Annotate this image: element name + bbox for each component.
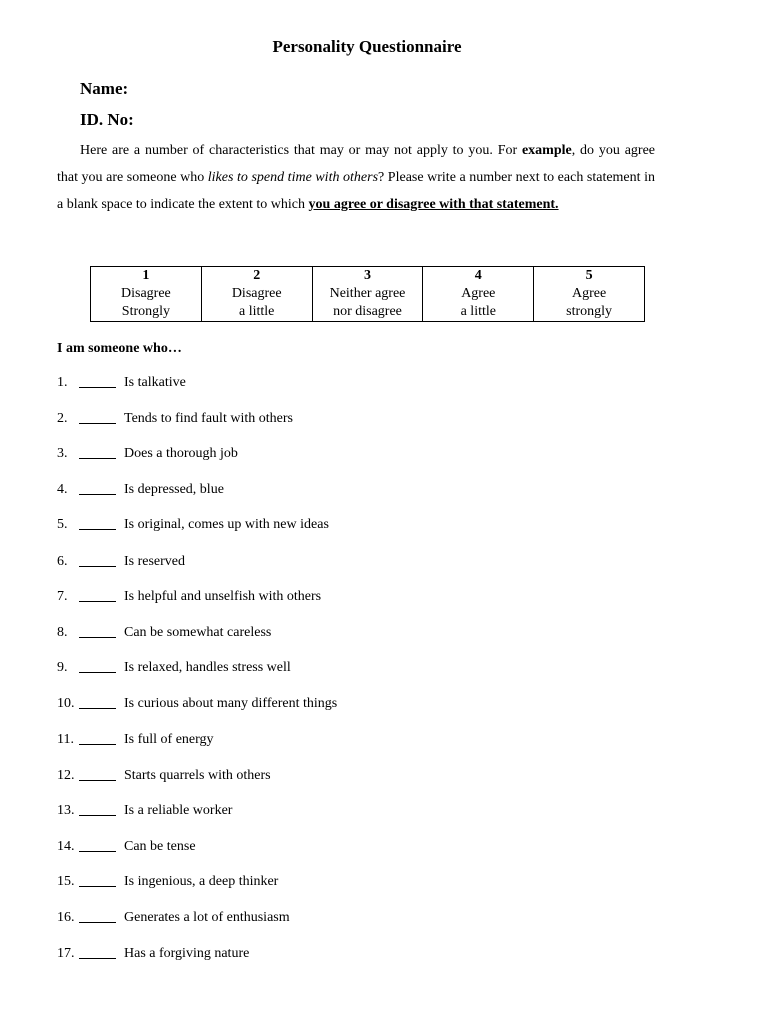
answer-blank[interactable]: [79, 387, 116, 388]
list-item: [0, 730, 700, 750]
rating-scale-row: [91, 267, 645, 322]
list-item: [0, 908, 700, 928]
item-number: 1.: [57, 375, 68, 390]
item-text: Is talkative: [124, 375, 186, 390]
item-number: 17.: [57, 946, 75, 961]
scale-label-line2: a little: [460, 304, 496, 319]
item-number: 14.: [57, 839, 75, 854]
item-text: Starts quarrels with others: [124, 768, 271, 783]
answer-blank[interactable]: [79, 958, 116, 959]
item-text: Is helpful and unselfish with others: [124, 589, 322, 604]
scale-label-line2: Strongly: [121, 304, 171, 319]
answer-blank[interactable]: [79, 637, 116, 638]
list-item: [0, 409, 700, 429]
item-number: 3.: [57, 446, 68, 461]
item-number: 9.: [57, 660, 68, 675]
intro-italic-example: likes to spend time with others: [207, 170, 379, 185]
list-item: [0, 444, 700, 464]
answer-blank[interactable]: [79, 458, 116, 459]
intro-text-3: ? Please write a number next to each statement in a blank space to indicate the extent to which: [57, 170, 655, 212]
answer-blank[interactable]: [79, 922, 116, 923]
answer-blank[interactable]: [79, 815, 116, 816]
item-text: Tends to find fault with others: [124, 411, 293, 426]
answer-blank[interactable]: [79, 886, 116, 887]
item-text: Has a forgiving nature: [124, 946, 250, 961]
scale-option: [423, 267, 534, 322]
item-text: Is original, comes up with new ideas: [124, 517, 329, 532]
list-item: [0, 872, 700, 892]
item-number: 8.: [57, 625, 68, 640]
scale-option: [201, 267, 312, 322]
scale-number: 5: [585, 268, 593, 283]
list-item: [0, 837, 700, 857]
answer-blank[interactable]: [79, 851, 116, 852]
item-text: Does a thorough job: [124, 446, 238, 461]
item-text: Is reserved: [124, 554, 186, 569]
item-text: Generates a lot of enthusiasm: [124, 910, 290, 925]
answer-blank[interactable]: [79, 566, 116, 567]
scale-number: 1: [142, 268, 150, 283]
list-item: [0, 623, 700, 643]
item-text: Is ingenious, a deep thinker: [124, 874, 279, 889]
scale-number: 3: [363, 268, 371, 283]
answer-blank[interactable]: [79, 601, 116, 602]
item-text: Can be somewhat careless: [124, 625, 272, 640]
item-number: 4.: [57, 482, 68, 497]
item-number: 13.: [57, 803, 75, 818]
list-item: [0, 944, 700, 964]
list-item: [0, 552, 700, 572]
list-item: [0, 480, 700, 500]
item-number: 11.: [57, 732, 74, 747]
scale-label-line2: strongly: [566, 304, 613, 319]
intro-emphasis: you agree or disagree with that statement.: [308, 197, 559, 212]
answer-blank[interactable]: [79, 780, 116, 781]
list-item: [0, 694, 700, 714]
list-item: [0, 801, 700, 821]
answer-blank[interactable]: [79, 672, 116, 673]
answer-blank[interactable]: [79, 494, 116, 495]
statement-lead: I am someone who…: [57, 341, 182, 356]
item-number: 5.: [57, 517, 68, 532]
item-number: 10.: [57, 696, 75, 711]
rating-scale-table: [90, 266, 645, 322]
item-text: Is a reliable worker: [124, 803, 233, 818]
answer-blank[interactable]: [79, 423, 116, 424]
scale-option: [91, 267, 202, 322]
list-item: [0, 373, 700, 393]
item-text: Is relaxed, handles stress well: [124, 660, 291, 675]
scale-option: [312, 267, 423, 322]
scale-label-line1: Disagree: [231, 286, 282, 301]
scale-label-line1: Agree: [571, 286, 607, 301]
item-number: 16.: [57, 910, 75, 925]
item-text: Can be tense: [124, 839, 196, 854]
page-title: Personality Questionnaire: [272, 37, 462, 56]
scale-label-line2: a little: [239, 304, 275, 319]
item-number: 12.: [57, 768, 75, 783]
item-text: Is curious about many different things: [124, 696, 338, 711]
scale-label-line1: Disagree: [121, 286, 171, 301]
name-label: Name:: [80, 79, 129, 98]
answer-blank[interactable]: [79, 708, 116, 709]
scale-option: [534, 267, 645, 322]
scale-label-line1: Agree: [461, 286, 496, 301]
scale-number: 4: [474, 268, 482, 283]
item-number: 6.: [57, 554, 68, 569]
item-number: 15.: [57, 874, 75, 889]
scale-label-line1: Neither agree: [329, 286, 406, 301]
answer-blank[interactable]: [79, 529, 116, 530]
item-number: 7.: [57, 589, 68, 604]
intro-text-2: , do you agree that you are someone who: [57, 143, 655, 185]
instructions: [57, 137, 655, 218]
item-text: Is full of energy: [124, 732, 214, 747]
id-number-label: ID. No:: [80, 110, 134, 129]
list-item: [0, 587, 700, 607]
item-number: 2.: [57, 411, 68, 426]
list-item: [0, 658, 700, 678]
intro-text-1: Here are a number of characteristics that may or may not apply to you. For: [80, 143, 522, 158]
item-text: Is depressed, blue: [124, 482, 224, 497]
list-item: [0, 766, 700, 786]
scale-label-line2: nor disagree: [333, 304, 402, 319]
scale-number: 2: [253, 268, 261, 283]
list-item: [0, 515, 700, 535]
answer-blank[interactable]: [79, 744, 116, 745]
intro-example: example: [521, 143, 572, 158]
